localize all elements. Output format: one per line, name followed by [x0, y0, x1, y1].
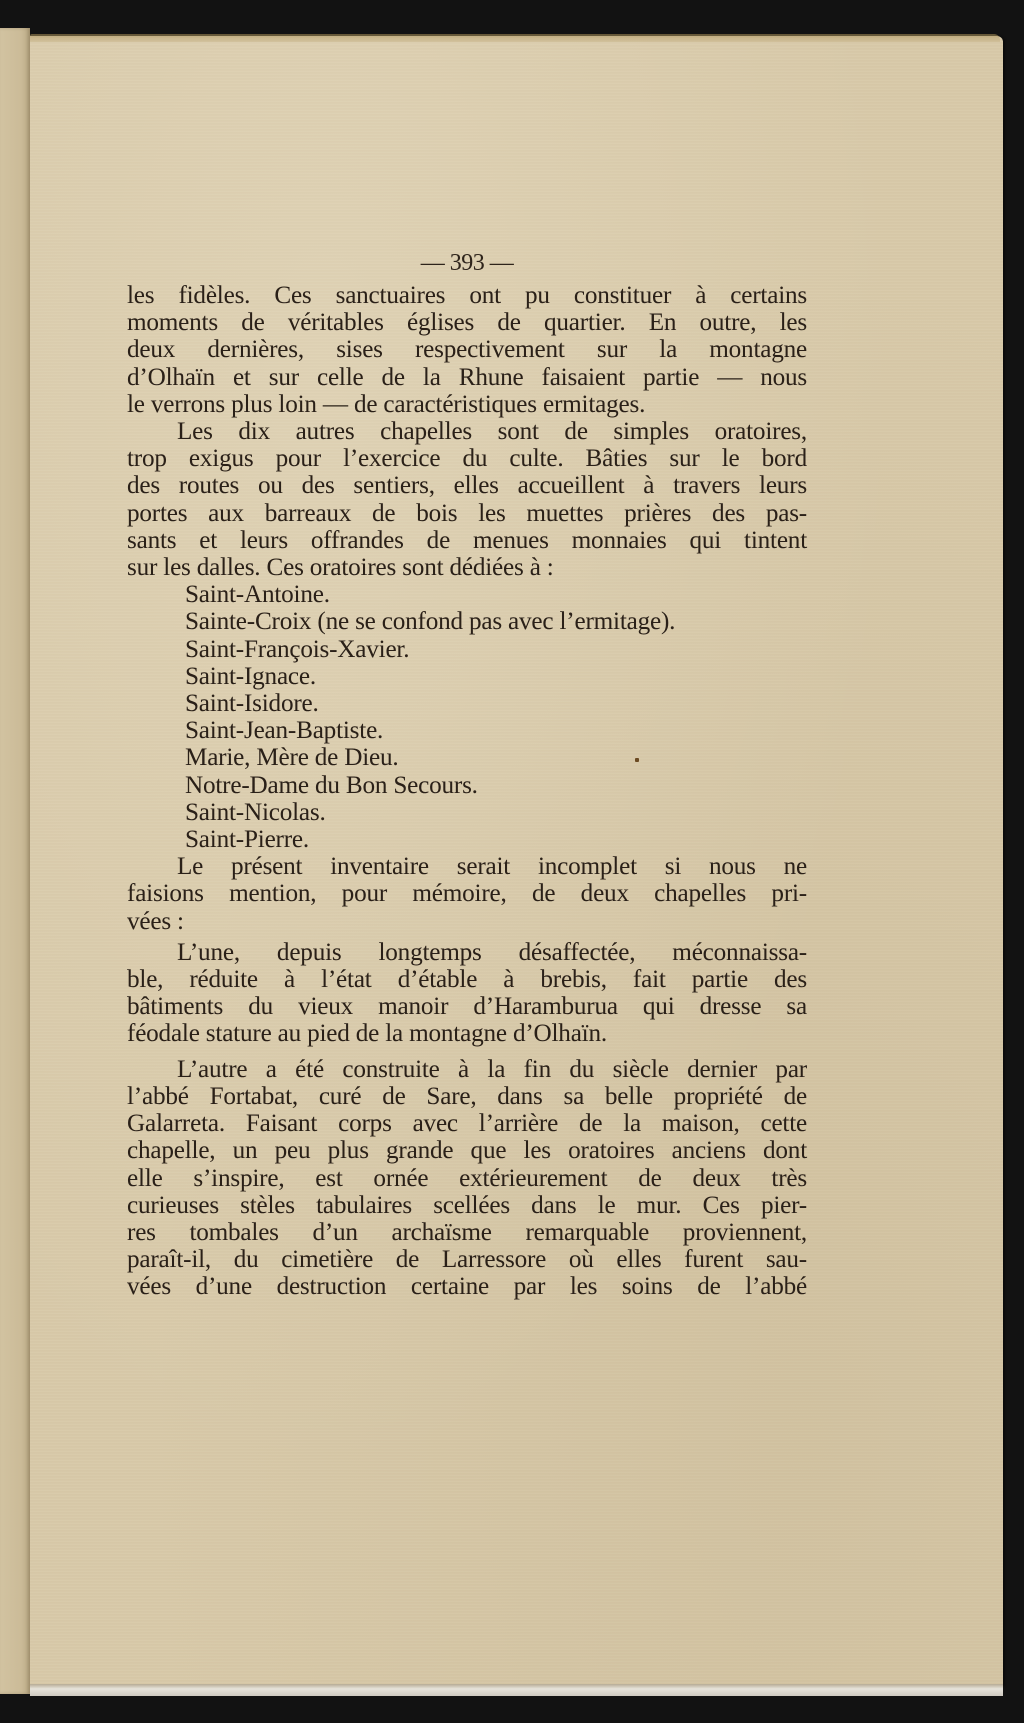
text-line: d’Olhaïn et sur celle de la Rhune faisaient partie — nous	[127, 363, 807, 391]
text-line: Galarreta. Faisant corps avec l’arrière de la maison, cette	[127, 1110, 807, 1138]
list-item: Saint-Nicolas.	[185, 798, 326, 826]
text-line: Le présent inventaire serait incomplet si nous ne	[177, 853, 807, 881]
list-item: Saint-François-Xavier.	[185, 635, 410, 663]
page-bottom-edge	[30, 1684, 1003, 1696]
text-line: res tombales d’un archaïsme remarquable proviennent,	[127, 1218, 807, 1246]
text-line: portes aux barreaux de bois les muettes prières des pas-	[127, 499, 807, 527]
text-line: elle s’inspire, est ornée extérieurement de deux très	[127, 1164, 807, 1192]
page-number: — 393 —	[420, 250, 514, 276]
previous-page-edge	[0, 28, 30, 1694]
text-line: le verrons plus loin — de caractéristiques ermitages.	[127, 390, 646, 418]
text-line: féodale stature au pied de la montagne d’Olhaïn.	[127, 1020, 607, 1048]
text-line: bâtiments du vieux manoir d’Haramburua qui dresse sa	[127, 993, 807, 1021]
text-line: ble, réduite à l’état d’étable à brebis, fait partie des	[127, 966, 807, 994]
oratories-list	[127, 581, 807, 853]
paragraph-3	[127, 853, 807, 935]
paragraph-2	[127, 418, 807, 581]
text-line: les fidèles. Ces sanctuaires ont pu constituer à certains	[127, 282, 807, 309]
text-line: faisions mention, pour mémoire, de deux chapelles pri-	[127, 880, 807, 908]
text-line: L’une, depuis longtemps désaffectée, méconnaissa-	[177, 938, 807, 966]
text-line: L’autre a été construite à la fin du siècle dernier par	[177, 1055, 807, 1083]
text-line: vées :	[127, 907, 184, 935]
text-line: des routes ou des sentiers, elles accueillent à travers leurs	[127, 472, 807, 500]
text-line: vées d’une destruction certaine par les soins de l’abbé	[127, 1273, 807, 1301]
list-item: Saint-Pierre.	[185, 826, 310, 854]
text-line: Les dix autres chapelles sont de simples oratoires,	[177, 418, 807, 446]
text-line: trop exigus pour l’exercice du culte. Bâties sur le bord	[127, 445, 807, 473]
text-line: moments de véritables églises de quartier. En outre, les	[127, 309, 807, 337]
list-item: Saint-Ignace.	[185, 662, 316, 690]
paragraph-4	[127, 939, 807, 1048]
text-line: chapelle, un peu plus grande que les oratoires anciens dont	[127, 1137, 807, 1165]
list-item: Saint-Isidore.	[185, 690, 319, 718]
text-line: deux dernières, sises respectivement sur la montagne	[127, 336, 807, 364]
text-line: sants et leurs offrandes de menues monnaies qui tintent	[127, 526, 807, 554]
text-line: paraît-il, du cimetière de Larressore où elles furent sau-	[127, 1246, 807, 1274]
ink-speck	[635, 758, 639, 762]
list-item: Notre-Dame du Bon Secours.	[185, 771, 478, 799]
text-line: l’abbé Fortabat, curé de Sare, dans sa belle propriété de	[127, 1082, 807, 1110]
text-line: curieuses stèles tabulaires scellées dans le mur. Ces pier-	[127, 1191, 807, 1219]
list-item: Sainte-Croix (ne se confond pas avec l’ermitage).	[185, 608, 676, 636]
list-item: Saint-Jean-Baptiste.	[185, 717, 384, 745]
paragraph-1	[127, 282, 807, 418]
paragraph-5	[127, 1056, 807, 1301]
page-body-text	[127, 282, 807, 1301]
list-item: Saint-Antoine.	[185, 581, 330, 609]
page-top-edge	[30, 34, 1000, 42]
text-line: sur les dalles. Ces oratoires sont dédiées à :	[127, 554, 554, 582]
list-item: Marie, Mère de Dieu.	[185, 744, 399, 772]
